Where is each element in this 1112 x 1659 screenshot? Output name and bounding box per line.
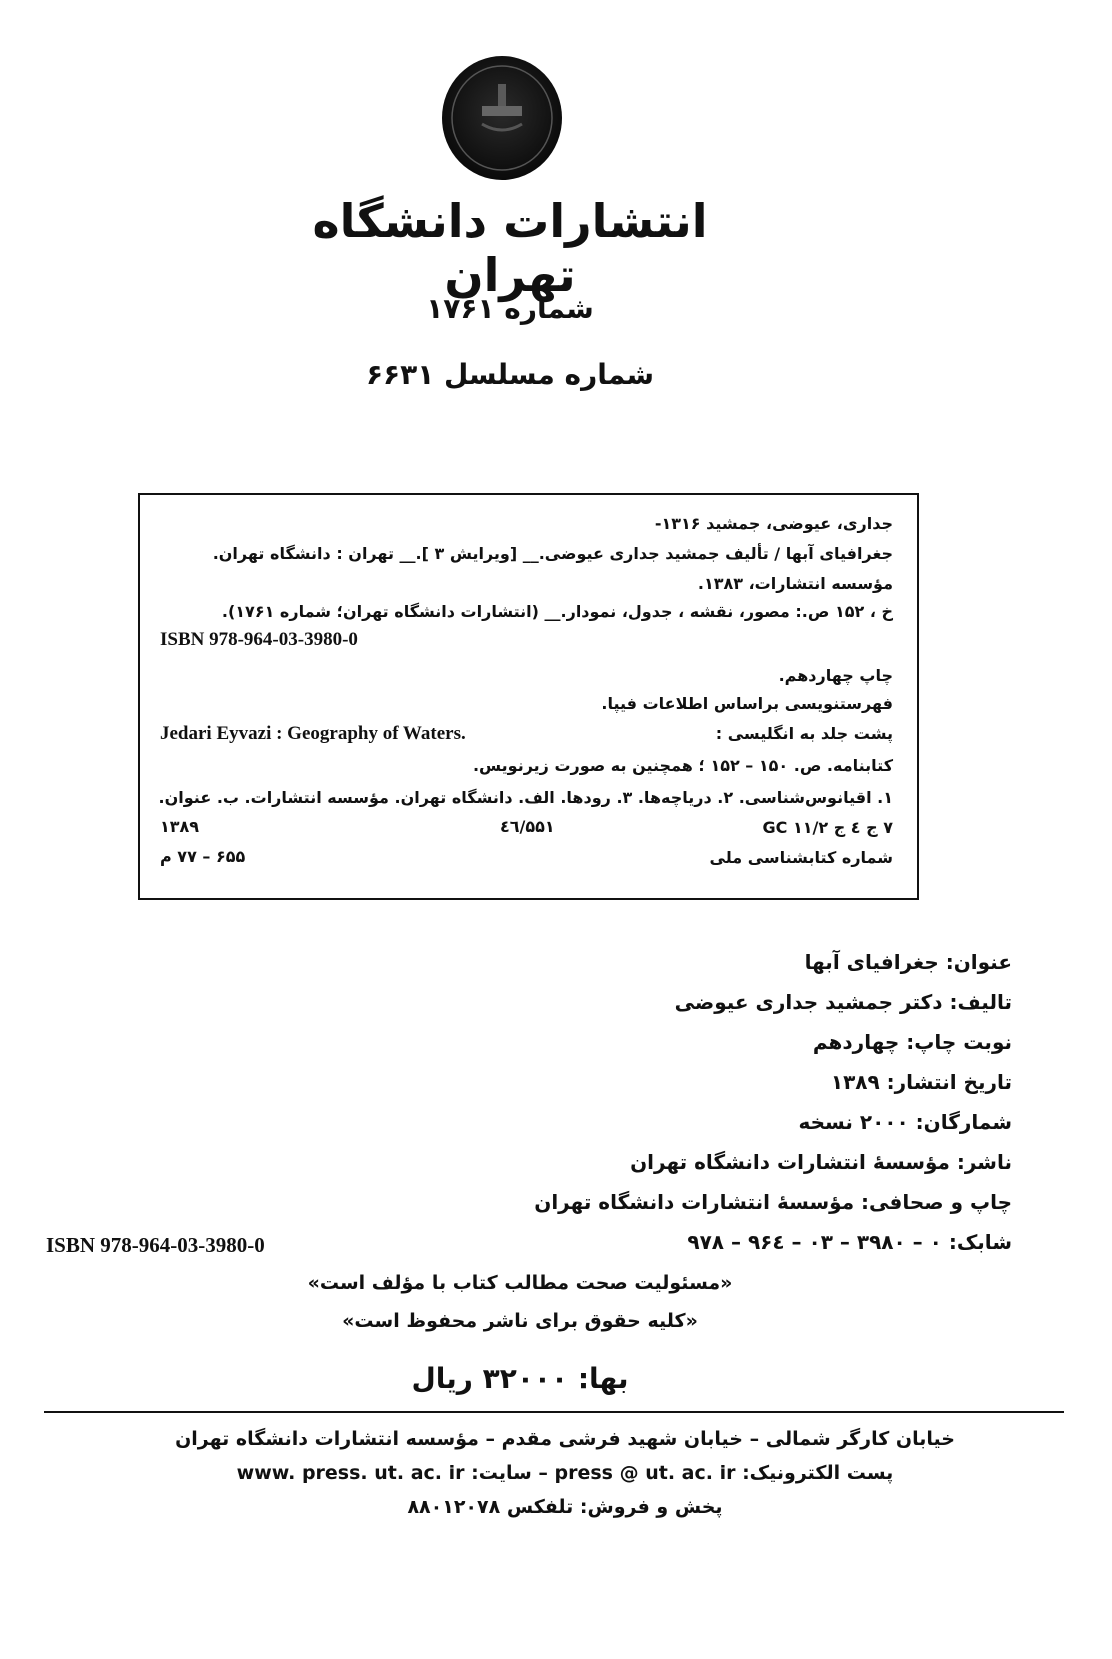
cip-line: خ ، ۱۵۲ ص.: مصور، نقشه ، جدول، نمودار.__ (انتشارات دانشگاه تهران؛ شماره ۱۷۶۱). — [221, 602, 893, 621]
footer-address: خیابان کارگر شمالی – خیابان شهید فرشی مقدم – مؤسسه انتشارات دانشگاه تهران — [175, 1428, 955, 1450]
meta-title: عنوان: جغرافیای آبها — [804, 950, 1012, 974]
meta-print-run: شمارگان: ۲۰۰۰ نسخه — [798, 1110, 1012, 1134]
cip-bibliography: کتابنامه. ص. ۱۵۰ – ۱۵۲ ؛ همچنین به صورت زیرنویس. — [472, 756, 893, 775]
cip-note: چاپ چهاردهم. — [778, 666, 893, 685]
meta-printing: چاپ و صحافی: مؤسسهٔ انتشارات دانشگاه تهران — [534, 1190, 1012, 1214]
cataloging-in-publication-box — [138, 493, 919, 900]
footer-sales: پخش و فروش: تلفکس ۸۸۰۱۲۰۷۸ — [407, 1496, 723, 1518]
meta-publisher: ناشر: مؤسسهٔ انتشارات دانشگاه تهران — [630, 1150, 1012, 1174]
cip-dewey: ۵۵۱/٤٦ — [500, 817, 555, 836]
cip-line: جغرافیای آبها / تألیف جمشید جداری عیوضی.__ [ویرایش ۳ ].__ تهران : دانشگاه تهران. — [212, 544, 893, 563]
isbn-latin: ISBN 978-964-03-3980-0 — [46, 1233, 265, 1257]
footer-web: پست الکترونیک: press @ ut. ac. ir – سایت: www. press. ut. ac. ir — [236, 1462, 894, 1484]
rights-note: «کلیه حقوق برای ناشر محفوظ است» — [342, 1310, 698, 1332]
meta-isbn-persian: شابک: ۰ – ۳۹۸۰ – ۰۳ – ۹۶٤ – ۹۷۸ — [687, 1230, 1012, 1254]
series-number: شماره ۱۷۶۱ — [426, 292, 594, 325]
cip-national-number: ۶۵۵ – ۷۷ م — [160, 847, 246, 866]
price: بها: ۳۲۰۰۰ ریال — [411, 1362, 629, 1395]
divider — [44, 1411, 1064, 1413]
cip-year: ۱۳۸۹ — [160, 817, 200, 836]
cip-national-label: شماره کتابشناسی ملی — [709, 848, 893, 867]
cip-note: فهرستنویسی براساس اطلاعات فیپا. — [601, 694, 893, 713]
cip-english-title: Jedari Eyvazi : Geography of Waters. — [160, 723, 466, 744]
cip-line: مؤسسه انتشارات، ۱۳۸۳. — [697, 574, 893, 593]
meta-date: تاریخ انتشار: ۱۳۸۹ — [830, 1070, 1012, 1094]
cip-classification: ۷ ج ٤ ج ۱۱/۲ GC — [762, 818, 893, 837]
meta-author: تالیف: دکتر جمشید جداری عیوضی — [674, 990, 1012, 1014]
university-seal-icon — [440, 54, 565, 182]
cip-line: جداری، عیوضی، جمشید ۱۳۱۶- — [654, 514, 893, 533]
publisher-title: انتشارات دانشگاه تهران — [312, 194, 708, 302]
responsibility-note: «مسئولیت صحت مطالب کتاب با مؤلف است» — [307, 1272, 733, 1294]
cip-isbn: ISBN 978-964-03-3980-0 — [160, 629, 358, 650]
cip-subjects: ۱. اقیانوس‌شناسی. ۲. دریاچه‌ها. ۳. رودها. الف. دانشگاه تهران. مؤسسه انتشارات. ب. عنوان. — [158, 788, 893, 807]
cip-english-title-label: پشت جلد به انگلیسی : — [715, 724, 893, 743]
serial-number: شماره مسلسل ۶۶۳۱ — [365, 358, 655, 391]
meta-edition: نوبت چاپ: چهاردهم — [812, 1030, 1012, 1054]
